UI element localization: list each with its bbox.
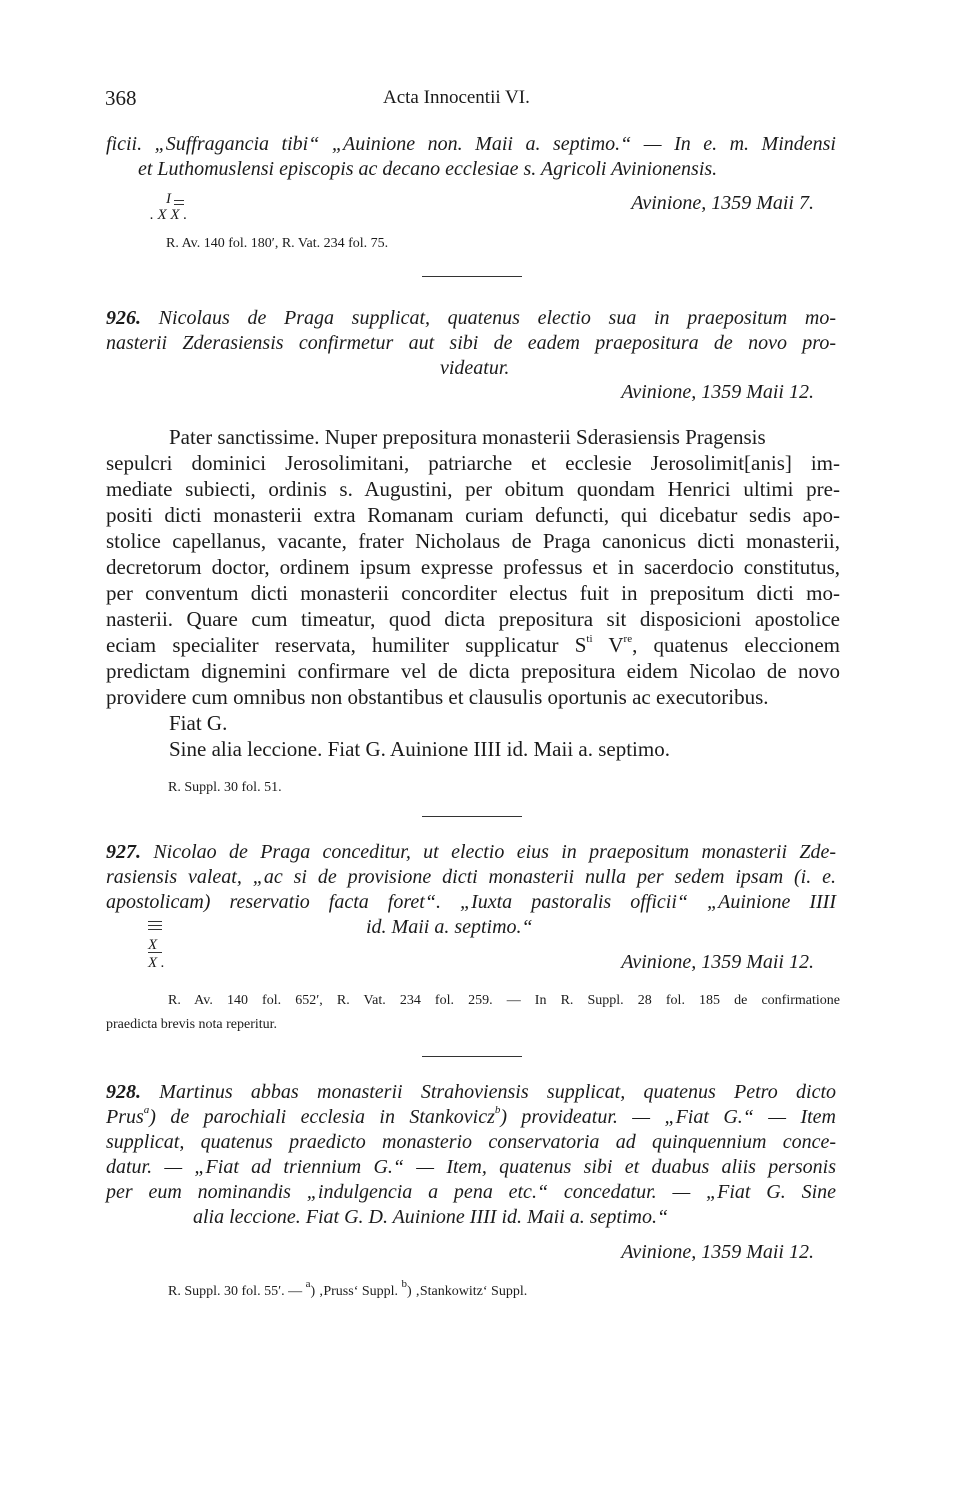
separator-rule	[422, 276, 522, 277]
source-reference: praedicta brevis nota reperitur.	[106, 1017, 278, 1032]
body-line: sepulcri dominici Jerosolimitani, patriarche et ecclesie Jerosolimit[anis] im-	[106, 451, 840, 475]
date-line: Avinione, 1359 Maii 12.	[621, 1241, 814, 1263]
text: ) ‚Stankowitz‘ Suppl.	[407, 1284, 528, 1299]
body-line: per conventum dicti monasterii concorditer electus fuit in prepositum dicti mo-	[106, 581, 840, 605]
body-line: Pater sanctissime. Nuper prepositura monasterii Sderasiensis Pragensis	[169, 425, 766, 449]
date-line: Avinione, 1359 Maii 12.	[621, 951, 814, 973]
body-line: mediate subiecti, ordinis s. Augustini, per obitum quondam Henrici ultimi pre-	[106, 477, 840, 501]
running-title: Acta Innocentii VI.	[383, 87, 530, 108]
entry-928-heading-line: datur. — „Fiat ad triennium G.“ — Item, quatenus sibi et duabus aliis personis	[106, 1156, 836, 1178]
source-reference	[168, 1278, 528, 1301]
body-line: Fiat G.	[169, 711, 228, 735]
body-line: stolice capellanus, vacante, frater Nicholaus de Praga canonicus dicti monasterii,	[106, 529, 840, 553]
footnote-marker: b	[494, 1104, 501, 1117]
heading-text: Nicolao de Praga conceditur, ut electio eius in praepositum monasterii Zde-	[153, 841, 837, 863]
continuation-line: et Luthomuslensi episcopis ac decano ecclesiae s. Agricoli Avinionensis.	[138, 158, 718, 180]
signature-mark: I	[166, 191, 171, 207]
entry-927-heading-line: id. Maii a. septimo.“	[366, 916, 533, 938]
source-reference: R. Av. 140 fol. 180′, R. Vat. 234 fol. 75.	[166, 236, 389, 251]
text: Prus	[106, 1106, 144, 1128]
entry-927-heading-line: rasiensis valeat, „ac si de provisione dicti monasterii nulla per sedem ipsam (i. e.	[106, 866, 836, 888]
body-line: providere cum omnibus non obstantibus et clausulis oportunis ac executoribus.	[106, 685, 769, 709]
body-line: predictam dignemini confirmare vel de dicta prepositura eidem Nicolao de novo	[106, 659, 840, 683]
text: , quatenus eleccionem	[632, 633, 840, 657]
separator-rule	[422, 816, 522, 817]
body-line	[106, 633, 840, 657]
body-line: nasterii. Quare cum timeatur, quod dicta prepositura sit disposicioni apostolice	[106, 607, 840, 631]
entry-928-heading	[106, 1080, 836, 1104]
signature-mark: . X X .	[150, 207, 188, 223]
entry-number: 926.	[106, 307, 141, 329]
signature-stroke	[148, 952, 162, 953]
source-reference: R. Av. 140 fol. 652′, R. Vat. 234 fol. 259. — In R. Suppl. 28 fol. 185 de confirmatione	[168, 993, 840, 1008]
entry-number: 928.	[106, 1081, 141, 1103]
body-line: positi dicti monasterii extra Romanam curiam defuncti, qui dicebatur sedis apo-	[106, 503, 840, 527]
entry-928-heading-line: supplicat, quatenus praedicto monasterio conservatoria ad quinquennium conce-	[106, 1131, 836, 1153]
superscript: ti	[586, 633, 593, 645]
text: ) ‚Pruss‘ Suppl.	[310, 1284, 402, 1299]
entry-926-heading-line: videatur.	[440, 357, 510, 379]
body-line: Sine alia leccione. Fiat G. Auinione IIII id. Maii a. septimo.	[169, 737, 670, 761]
footnote-marker: a	[305, 1278, 311, 1291]
signature-stroke	[174, 204, 184, 205]
footnote-marker: a	[143, 1104, 150, 1117]
continuation-line: ficii. „Suffragancia tibi“ „Auinione non. Maii a. septimo.“ — In e. m. Mindensi	[106, 133, 836, 155]
entry-928-heading-line	[106, 1105, 836, 1129]
entry-927-heading-line: apostolicam) reservatio facta foret“. „Iuxta pastoralis officii“ „Auinione IIII	[106, 891, 836, 913]
text: R. Suppl. 30 fol. 55′. —	[168, 1284, 306, 1299]
heading-text: Martinus abbas monasterii Strahoviensis supplicat, quatenus Petro dicto	[159, 1081, 837, 1103]
separator-rule	[422, 1056, 522, 1057]
signature-mark: X	[148, 937, 158, 953]
source-reference: R. Suppl. 30 fol. 51.	[168, 780, 282, 795]
signature-stroke	[174, 200, 184, 201]
signature-mark: X .	[148, 955, 165, 971]
date-line: Avinione, 1359 Maii 12.	[621, 381, 814, 403]
heading-text: Nicolaus de Praga supplicat, quatenus electio sua in praepositum mo-	[158, 307, 836, 329]
signature-stroke	[148, 921, 162, 922]
text: V	[592, 633, 624, 657]
page-number: 368	[105, 86, 137, 110]
entry-926-heading-line: nasterii Zderasiensis confirmetur aut sibi de eadem praepositura de novo pro-	[106, 332, 836, 354]
body-line: decretorum doctor, ordinem ipsum expresse professus et in sacerdocio constitutus,	[106, 555, 840, 579]
entry-927-heading	[106, 840, 836, 864]
entry-926-heading	[106, 306, 836, 330]
entry-928-heading-line: per eum nominandis „indulgencia a pena etc.“ concedatur. — „Fiat G. Sine	[106, 1181, 836, 1203]
signature-stroke	[148, 929, 162, 930]
footnote-marker: b	[401, 1278, 408, 1291]
entry-number: 927.	[106, 841, 141, 863]
superscript: re	[623, 633, 633, 645]
text: ) provideatur. — „Fiat G.“ — Item	[500, 1106, 836, 1128]
signature-stroke	[148, 925, 162, 926]
text: eciam specialiter reservata, humiliter supplicatur S	[106, 633, 587, 657]
text: ) de parochiali ecclesia in Stankovicz	[149, 1106, 495, 1128]
date-line: Avinione, 1359 Maii 7.	[631, 192, 814, 214]
entry-928-heading-line: alia leccione. Fiat G. D. Auinione IIII id. Maii a. septimo.“	[193, 1206, 669, 1228]
